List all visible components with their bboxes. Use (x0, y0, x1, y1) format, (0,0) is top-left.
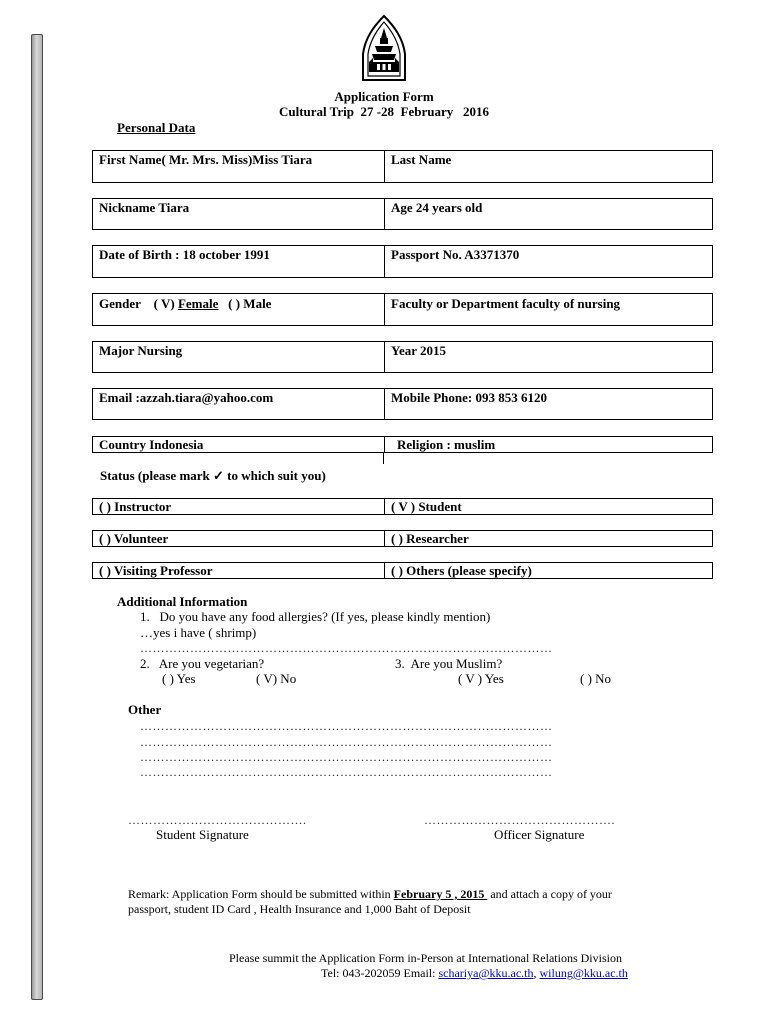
status-visiting-professor-option[interactable]: ( ) Visiting Professor (93, 563, 385, 578)
dob-field[interactable]: Date of Birth : 18 october 1991 (93, 246, 385, 277)
university-emblem-icon (359, 14, 409, 84)
answer-dotted-line: ……………………………………………………………………………………… (140, 641, 553, 655)
row-country (92, 436, 713, 453)
vegetarian-no-option[interactable]: ( V) No (256, 671, 297, 686)
footer-separator: , (533, 966, 540, 980)
row-name (92, 150, 713, 183)
remark-line-2: passport, student ID Card , Health Insurance and 1,000 Baht of Deposit (128, 902, 471, 916)
email-link-schariya[interactable]: schariya@kku.ac.th (438, 966, 534, 980)
remark-suffix: and attach a copy of your (487, 887, 612, 901)
status-others-option[interactable]: ( ) Others (please specify) (391, 563, 532, 578)
muslim-yes-option[interactable]: ( V ) Yes (458, 671, 504, 686)
email-field[interactable]: Email :azzah.tiara@yahoo.com (93, 389, 385, 419)
footer-contact (321, 966, 628, 981)
age-field[interactable]: Age 24 years old (391, 200, 483, 215)
gender-field[interactable] (93, 294, 385, 325)
answer-food-allergies[interactable]: …yes i have ( shrimp) (140, 625, 257, 640)
mobile-field[interactable]: Mobile Phone: 093 853 6120 (391, 390, 547, 405)
other-line-2[interactable]: ……………………………………………………………………………………… (140, 735, 553, 749)
additional-info-heading: Additional Information (117, 594, 248, 609)
row-contact (92, 388, 713, 420)
question-vegetarian: 2. Are you vegetarian? (140, 656, 265, 671)
row-gender (92, 293, 713, 326)
section-personal-data: Personal Data (117, 120, 196, 135)
status-volunteer-option[interactable]: ( ) Volunteer (93, 531, 385, 546)
remark-prefix: Remark: Application Form should be submitted within (128, 887, 394, 901)
nickname-field[interactable]: Nickname Tiara (93, 199, 385, 229)
first-name-field[interactable]: First Name( Mr. Mrs. Miss)Miss Tiara (93, 151, 385, 182)
row-birth (92, 245, 713, 278)
row-status-1 (92, 498, 713, 515)
binder-strip (31, 34, 43, 1000)
student-signature-line[interactable]: ……………………………………. (128, 813, 307, 827)
gender-prefix: Gender ( V) (99, 296, 178, 311)
officer-signature-line[interactable]: ………………………………………. (424, 813, 615, 827)
gender-male-option[interactable]: ( ) Male (218, 296, 272, 311)
status-heading: Status (please mark ✓ to which suit you) (100, 468, 326, 483)
divider-tick (383, 452, 384, 464)
other-line-3[interactable]: ……………………………………………………………………………………… (140, 750, 553, 764)
other-line-1[interactable]: ……………………………………………………………………………………… (140, 719, 553, 733)
status-instructor-option[interactable]: ( ) Instructor (93, 499, 385, 514)
major-field[interactable]: Major Nursing (93, 342, 385, 372)
row-nickname (92, 198, 713, 230)
year-field[interactable]: Year 2015 (391, 343, 447, 358)
form-title: Application Form (334, 89, 434, 104)
email-link-wilung[interactable]: wilung@kku.ac.th (539, 966, 628, 980)
form-subtitle: Cultural Trip 27 -28 February 2016 (278, 104, 490, 119)
other-line-4[interactable]: ……………………………………………………………………………………… (140, 765, 553, 779)
muslim-no-option[interactable]: ( ) No (580, 671, 612, 686)
status-researcher-option[interactable]: ( ) Researcher (391, 531, 469, 546)
remark-line-1 (128, 887, 612, 902)
row-major (92, 341, 713, 373)
row-status-3 (92, 562, 713, 579)
status-student-option[interactable]: ( V ) Student (391, 499, 462, 514)
country-field[interactable]: Country Indonesia (93, 437, 385, 452)
other-heading: Other (128, 702, 162, 717)
student-signature-label: Student Signature (156, 827, 249, 842)
vegetarian-yes-option[interactable]: ( ) Yes (162, 671, 196, 686)
footer-tel: Tel: 043-202059 Email: (321, 966, 439, 980)
question-muslim: 3. Are you Muslim? (395, 656, 503, 671)
gender-female-option[interactable]: Female (177, 296, 219, 311)
footer-instruction: Please summit the Application Form in-Person at International Relations Division (229, 951, 622, 965)
remark-deadline-date: February 5 , 2015 (393, 887, 488, 901)
religion-field[interactable]: Religion : muslim (397, 437, 496, 452)
passport-field[interactable]: Passport No. A3371370 (391, 247, 520, 262)
question-food-allergies: 1. Do you have any food allergies? (If yes, please kindly mention) (140, 609, 491, 624)
officer-signature-label: Officer Signature (494, 827, 585, 842)
last-name-field[interactable]: Last Name (391, 152, 452, 167)
faculty-field[interactable]: Faculty or Department faculty of nursing (391, 296, 621, 311)
row-status-2 (92, 530, 713, 547)
